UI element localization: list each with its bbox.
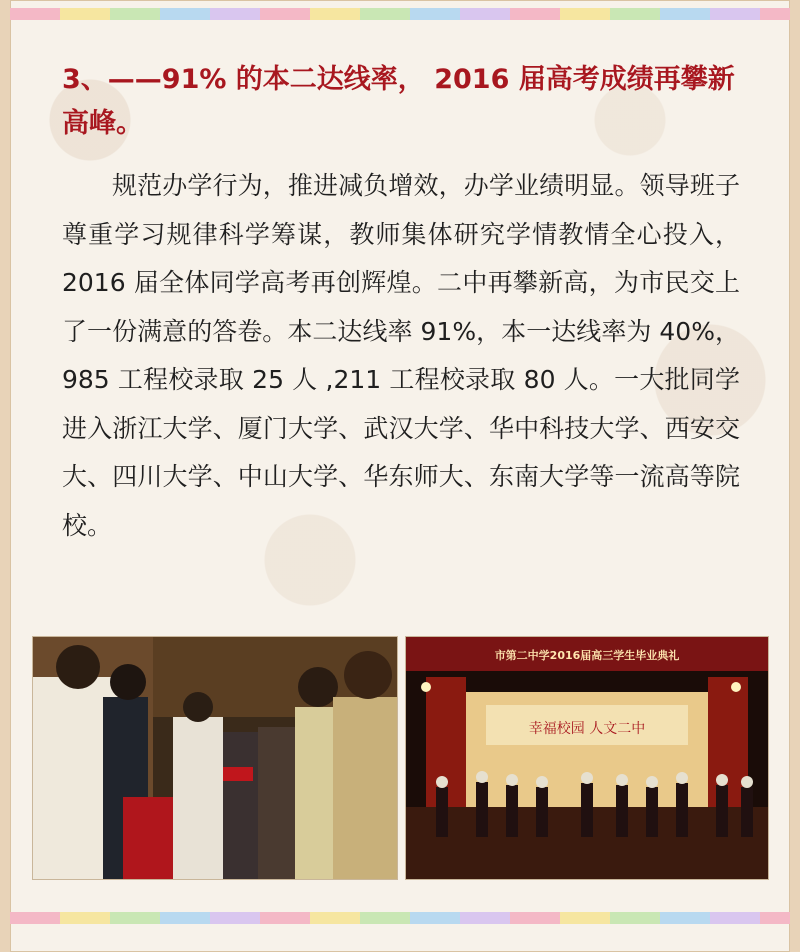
bottom-decorative-border	[10, 912, 790, 924]
photo-award-ceremony	[32, 636, 398, 880]
top-decorative-border	[10, 8, 790, 20]
photo-graduation-stage	[405, 636, 769, 880]
stage-banner-text: 市第二中学2016届高三学生毕业典礼	[494, 649, 680, 662]
section-paragraph: 规范办学行为，推进减负增效，办学业绩明显。领导班子尊重学习规律科学筹谋，教师集体研究学情教情全心投入，2016 届全体同学高考再创辉煌。二中再攀新高，为市民交上了一份满意的答卷。本二达线率 91%，本一达线率为 40%，985 工程校录取 25 人 ,211 工程校录取 80 人。一大批同学进入浙江大学、厦门大学、武汉大学、华中科技大学、西安交大、四川大学、中山大学、华东师大、东南大学等一流高等院校。	[62, 171, 740, 540]
stage-backdrop-text: 幸福校园 人文二中	[528, 721, 646, 737]
section-heading: 3、——91% 的本二达线率， 2016 届高考成绩再攀新高峰。	[62, 64, 735, 139]
